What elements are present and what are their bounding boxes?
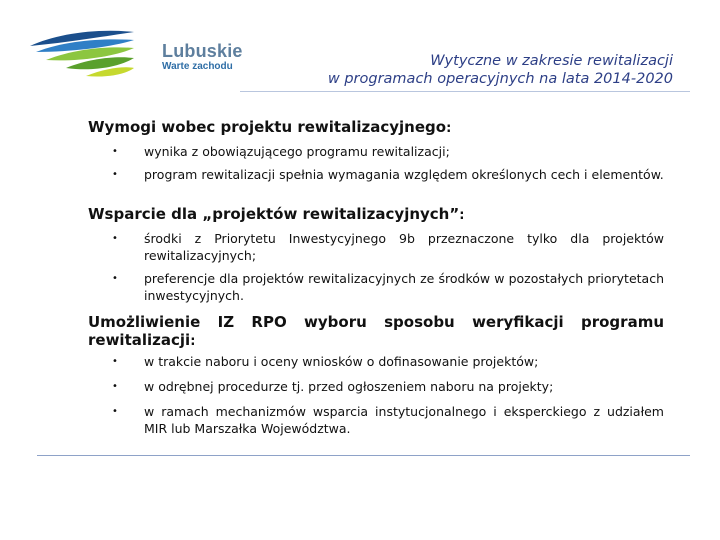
list-item-text: w trakcie naboru i oceny wniosków o dofinasowanie projektów;: [144, 354, 539, 369]
section-heading-text: Umożliwienie IZ RPO wyboru sposobu weryfikacji programu rewitalizacji: [88, 313, 664, 349]
header-divider: [240, 91, 690, 92]
list-item: [112, 270, 664, 304]
bullet-icon: •: [112, 381, 118, 392]
list-item: [112, 166, 664, 183]
bullet-icon: •: [112, 146, 118, 157]
lubuskie-logo: [26, 16, 243, 86]
page-title-line-2: w programach operacyjnych na lata 2014-2020: [327, 71, 673, 87]
list-item-text: program rewitalizacji spełnia wymagania względem określonych cech i elementów.: [144, 167, 664, 182]
bullet-icon: •: [112, 356, 118, 367]
list-item-text: wynika z obowiązującego programu rewitalizacji;: [144, 144, 450, 159]
bullet-icon: •: [112, 233, 118, 244]
section-heading-support: Wsparcie dla „projektów rewitalizacyjnych”:: [88, 205, 465, 223]
list-item: [112, 143, 664, 160]
bullet-icon: •: [112, 169, 118, 180]
section-heading-verification: Umożliwienie IZ RPO wyboru sposobu weryfikacji programu rewitalizacji:: [88, 313, 664, 349]
bullet-list-requirements: [112, 143, 664, 183]
list-item: [112, 353, 664, 370]
logo-name: Lubuskie: [162, 41, 243, 61]
page-title-line-1: Wytyczne w zakresie rewitalizacji: [430, 53, 673, 69]
logo-tagline: Warte zachodu: [162, 61, 233, 72]
section-heading-text: Wymogi wobec projektu rewitalizacyjnego: [88, 118, 447, 136]
bullet-icon: •: [112, 273, 118, 284]
list-item: [112, 230, 664, 264]
list-item-text: w odrębnej procedurze tj. przed ogłoszeniem naboru na projekty;: [144, 379, 554, 394]
list-item-text: środki z Priorytetu Inwestycyjnego 9b przeznaczone tylko dla projektów rewitalizacyjnych;: [144, 231, 664, 263]
lubuskie-logo-graphic: [26, 16, 136, 86]
bullet-list-support: [112, 230, 664, 304]
section-heading-text: Wsparcie dla „projektów rewitalizacyjnych”: [88, 205, 460, 223]
bullet-list-verification: [112, 353, 664, 437]
list-item: [112, 378, 664, 395]
footer-divider: [37, 455, 690, 456]
list-item: [112, 403, 664, 437]
list-item-text: preferencje dla projektów rewitalizacyjnych ze środków w pozostałych priorytetach inwestycyjnych.: [144, 271, 664, 303]
section-heading-requirements: Wymogi wobec projektu rewitalizacyjnego:: [88, 118, 452, 136]
bullet-icon: •: [112, 406, 118, 417]
list-item-text: w ramach mechanizmów wsparcia instytucjonalnego i eksperckiego z udziałem MIR lub Marszałka Województwa.: [144, 404, 664, 436]
page-title: [328, 52, 673, 88]
logo-text: [162, 42, 243, 73]
